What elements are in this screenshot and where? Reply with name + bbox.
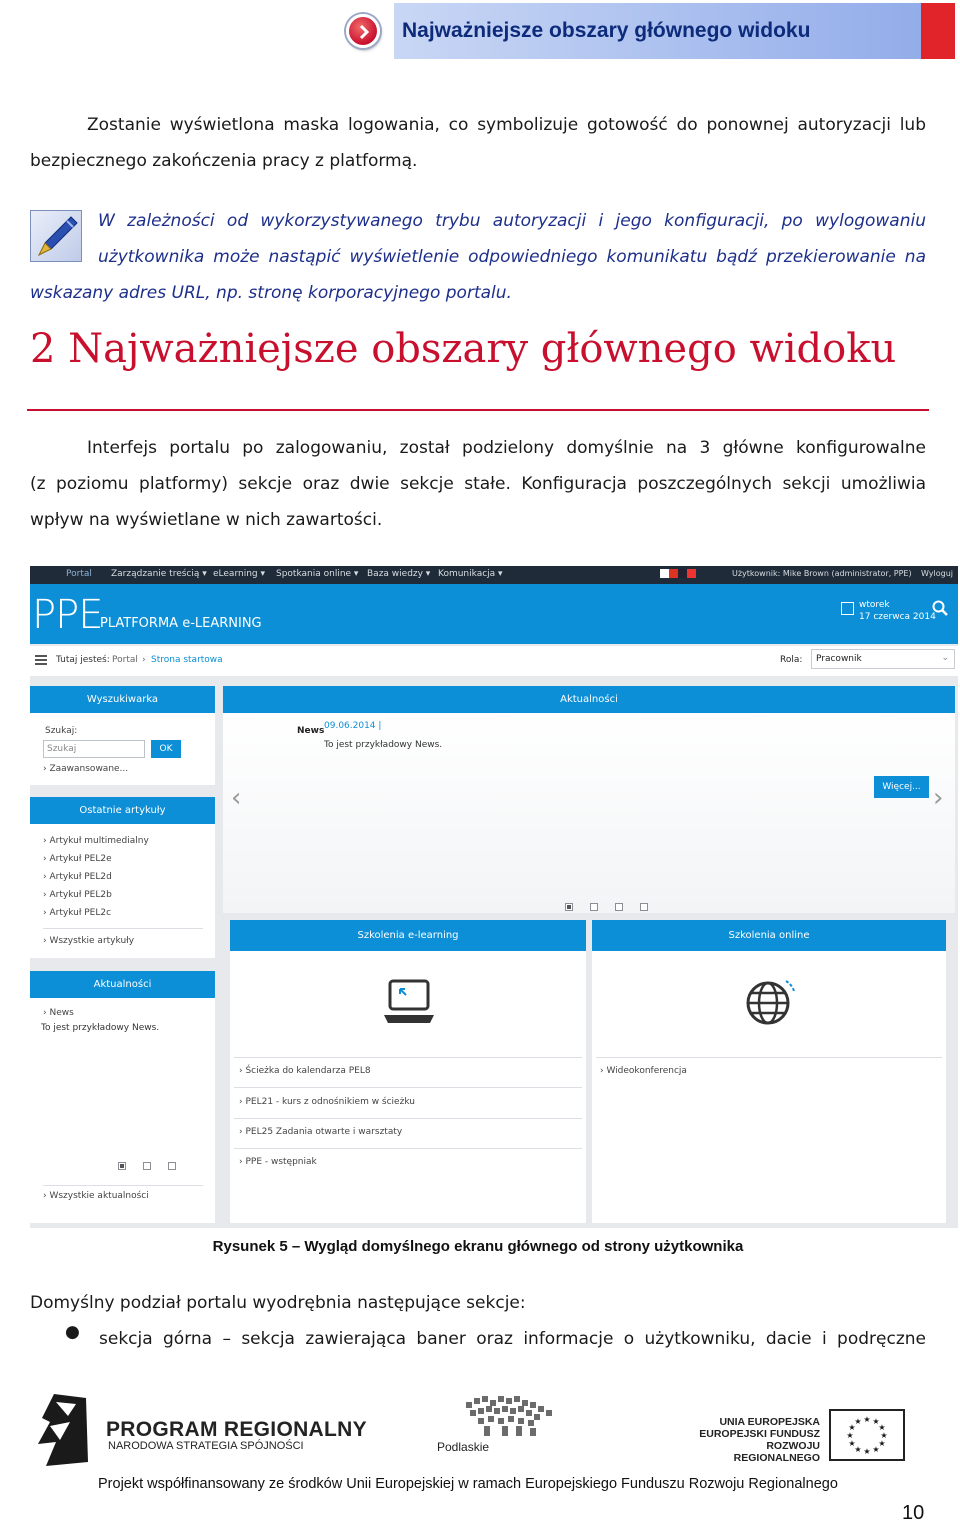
pager-dot[interactable]	[143, 1162, 151, 1170]
svg-text:★: ★	[880, 1431, 888, 1440]
elearning-item[interactable]: › PEL21 - kurs z odnośnikiem w ścieżku	[239, 1097, 415, 1107]
role-label: Rola:	[780, 655, 803, 665]
footer-eu-text: UNIA EUROPEJSKA EUROPEJSKI FUNDUSZ ROZWOJU REGIONALNEGO	[699, 1416, 820, 1464]
recent-all-link[interactable]: › Wszystkie artykuły	[43, 936, 135, 946]
news-text: To jest przykładowy News.	[324, 740, 443, 750]
page-number: 10	[902, 1502, 925, 1524]
footer-region: Podlaskie	[437, 1440, 490, 1454]
recent-panel	[30, 824, 215, 958]
role-select[interactable]: Pracownik ⌄	[811, 649, 955, 669]
laptop-icon	[382, 975, 436, 1029]
pager-dot[interactable]	[640, 903, 648, 911]
svg-text:★: ★	[872, 1417, 880, 1426]
logout-link[interactable]: Wyloguj	[921, 569, 953, 578]
topbar-menu-elearning[interactable]: eLearning ▾	[213, 569, 265, 579]
footer-project: Projekt współfinansowany ze środków Unii Europejskiej w ramach Europejskiego Funduszu Rozwoju Regionalnego	[98, 1476, 838, 1492]
svg-text:★: ★	[854, 1417, 862, 1426]
language-flags-icon[interactable]	[660, 569, 696, 578]
breadcrumb-separator: ›	[142, 655, 146, 665]
recent-item[interactable]: › Artykuł multimedialny	[43, 836, 149, 846]
chevron-left-icon[interactable]: ‹	[231, 783, 242, 813]
banner-day: wtorek	[859, 600, 890, 610]
svg-text:★: ★	[878, 1423, 886, 1432]
bullet-marker: ●	[65, 1322, 80, 1342]
program-regionalny-logo	[36, 1392, 92, 1468]
breadcrumb-portal[interactable]: Portal	[112, 655, 138, 665]
elearning-item[interactable]: › Ścieżka do kalendarza PEL8	[239, 1066, 371, 1076]
globe-icon	[742, 975, 798, 1031]
online-panel-title: Szkolenia online	[592, 920, 946, 951]
breadcrumb-label: Tutaj jesteś:	[56, 655, 110, 665]
chevron-down-icon: ⌄	[941, 653, 949, 663]
recent-panel-title: Ostatnie artykuły	[30, 797, 215, 824]
search-panel-title: Wyszukiwarka	[30, 686, 215, 713]
svg-text:★: ★	[863, 1447, 871, 1456]
topbar-menu-communication[interactable]: Komunikacja ▾	[438, 569, 503, 579]
calendar-icon	[841, 602, 854, 615]
recent-item[interactable]: › Artykuł PEL2d	[43, 872, 112, 882]
search-ok-button[interactable]: OK	[151, 740, 181, 758]
footer-strategy: NARODOWA STRATEGIA SPÓJNOŚCI	[108, 1440, 304, 1452]
news-more-button[interactable]: Więcej...	[874, 776, 929, 798]
svg-text:★: ★	[863, 1415, 871, 1424]
pager-dot[interactable]	[168, 1162, 176, 1170]
section-heading: 2 Najważniejsze obszary głównego widoku	[30, 326, 897, 372]
recent-item[interactable]: › Artykuł PEL2b	[43, 890, 112, 900]
pager-dot[interactable]	[118, 1162, 126, 1170]
search-advanced-link[interactable]: › Zaawansowane...	[43, 764, 129, 774]
topbar-menu-knowledge[interactable]: Baza wiedzy ▾	[367, 569, 431, 579]
search-icon[interactable]	[932, 600, 948, 616]
svg-text:★: ★	[848, 1439, 856, 1448]
podlaskie-bison-logo	[458, 1392, 558, 1438]
portal-logo[interactable]: PPE	[32, 592, 103, 638]
search-input[interactable]: Szukaj	[43, 740, 145, 758]
elearning-panel	[230, 951, 586, 1223]
chevron-right-icon	[346, 14, 380, 48]
news-date: 09.06.2014 |	[324, 721, 382, 731]
paragraph-logout: Zostanie wyświetlona maska logowania, co symbolizuje gotowość do ponownej autoryzacji lub bezpiecznego zakończenia pracy z platformą.	[30, 115, 926, 171]
pager-dot[interactable]	[590, 903, 598, 911]
elearning-item[interactable]: › PEL25 Zadania otwarte i warsztaty	[239, 1127, 403, 1137]
pager-dot[interactable]	[615, 903, 623, 911]
side-news-title: Aktualności	[30, 971, 215, 998]
online-panel	[592, 951, 946, 1223]
topbar-menu-content[interactable]: Zarządzanie treścią ▾	[111, 569, 207, 579]
header-red-block	[921, 3, 955, 59]
topbar-portal[interactable]: Portal	[66, 569, 92, 579]
svg-text:★: ★	[846, 1431, 854, 1440]
topbar-menu-meetings[interactable]: Spotkania online ▾	[276, 569, 359, 579]
bullet-item: sekcja górna – sekcja zawierająca baner oraz informacje o użytkowniku, dacie i podręczne	[99, 1329, 926, 1349]
news-label: News	[297, 726, 325, 736]
breadcrumb-current[interactable]: Strona startowa	[151, 655, 223, 665]
svg-text:★: ★	[848, 1423, 856, 1432]
note-text: W zależności od wykorzystywanego trybu autoryzacji i jego konfiguracji, po wylogowaniu użytkownika może nastąpić wyświetlenie odpowiedniego komunikatu bądź przekierowanie na wskazany adres URL, np. stronę korporacyjnego portalu.	[30, 211, 926, 303]
banner-date: 17 czerwca 2014	[859, 612, 936, 622]
portal-topbar	[30, 566, 958, 584]
topbar-user: Użytkownik: Mike Brown (administrator, PPE)	[732, 569, 912, 578]
svg-text:★: ★	[872, 1445, 880, 1454]
recent-item[interactable]: › Artykuł PEL2e	[43, 854, 112, 864]
header-band	[394, 3, 921, 59]
footer-program: PROGRAM REGIONALNY	[106, 1418, 367, 1441]
side-news-panel: › News To jest przykładowy News. › Wszystkie aktualności	[30, 998, 215, 1223]
portal-banner	[30, 584, 958, 644]
side-news-all-link[interactable]: › Wszystkie aktualności	[43, 1191, 149, 1201]
header-title: Najważniejsze obszary głównego widoku	[402, 19, 811, 42]
svg-text:★: ★	[878, 1439, 886, 1448]
portal-subtitle: PLATFORMA e-LEARNING	[100, 616, 262, 631]
elearning-panel-title: Szkolenia e-learning	[230, 920, 586, 951]
chevron-right-icon[interactable]: ›	[933, 783, 944, 813]
eu-flag-logo	[829, 1409, 905, 1461]
pager-dot[interactable]	[565, 903, 573, 911]
paragraph-interface: Interfejs portalu po zalogowaniu, został podzielony domyślnie na 3 główne konfigurowalne (z poziomu platformy) sekcje oraz dwie sekcje stałe. Konfiguracja poszczególnych sekcji umożliwia wpływ na wyświetlane w nich zawartości.	[30, 438, 926, 530]
news-slider	[223, 713, 955, 913]
online-item[interactable]: › Wideokonferencja	[600, 1066, 687, 1076]
heading-rule	[27, 409, 929, 411]
elearning-item[interactable]: › PPE - wstępniak	[239, 1157, 317, 1167]
menu-icon[interactable]	[35, 655, 47, 665]
paragraph-sections: Domyślny podział portalu wyodrębnia następujące sekcje:	[30, 1293, 526, 1313]
side-news-item[interactable]: › News	[43, 1008, 74, 1018]
news-panel-title: Aktualności	[223, 686, 955, 713]
portal-screenshot	[30, 566, 958, 1228]
figure-caption: Rysunek 5 – Wygląd domyślnego ekranu głównego od strony użytkownika	[212, 1238, 744, 1255]
recent-item[interactable]: › Artykuł PEL2c	[43, 908, 112, 918]
svg-text:★: ★	[854, 1445, 862, 1454]
search-panel: Szukaj: Szukaj OK › Zaawansowane...	[30, 713, 215, 785]
